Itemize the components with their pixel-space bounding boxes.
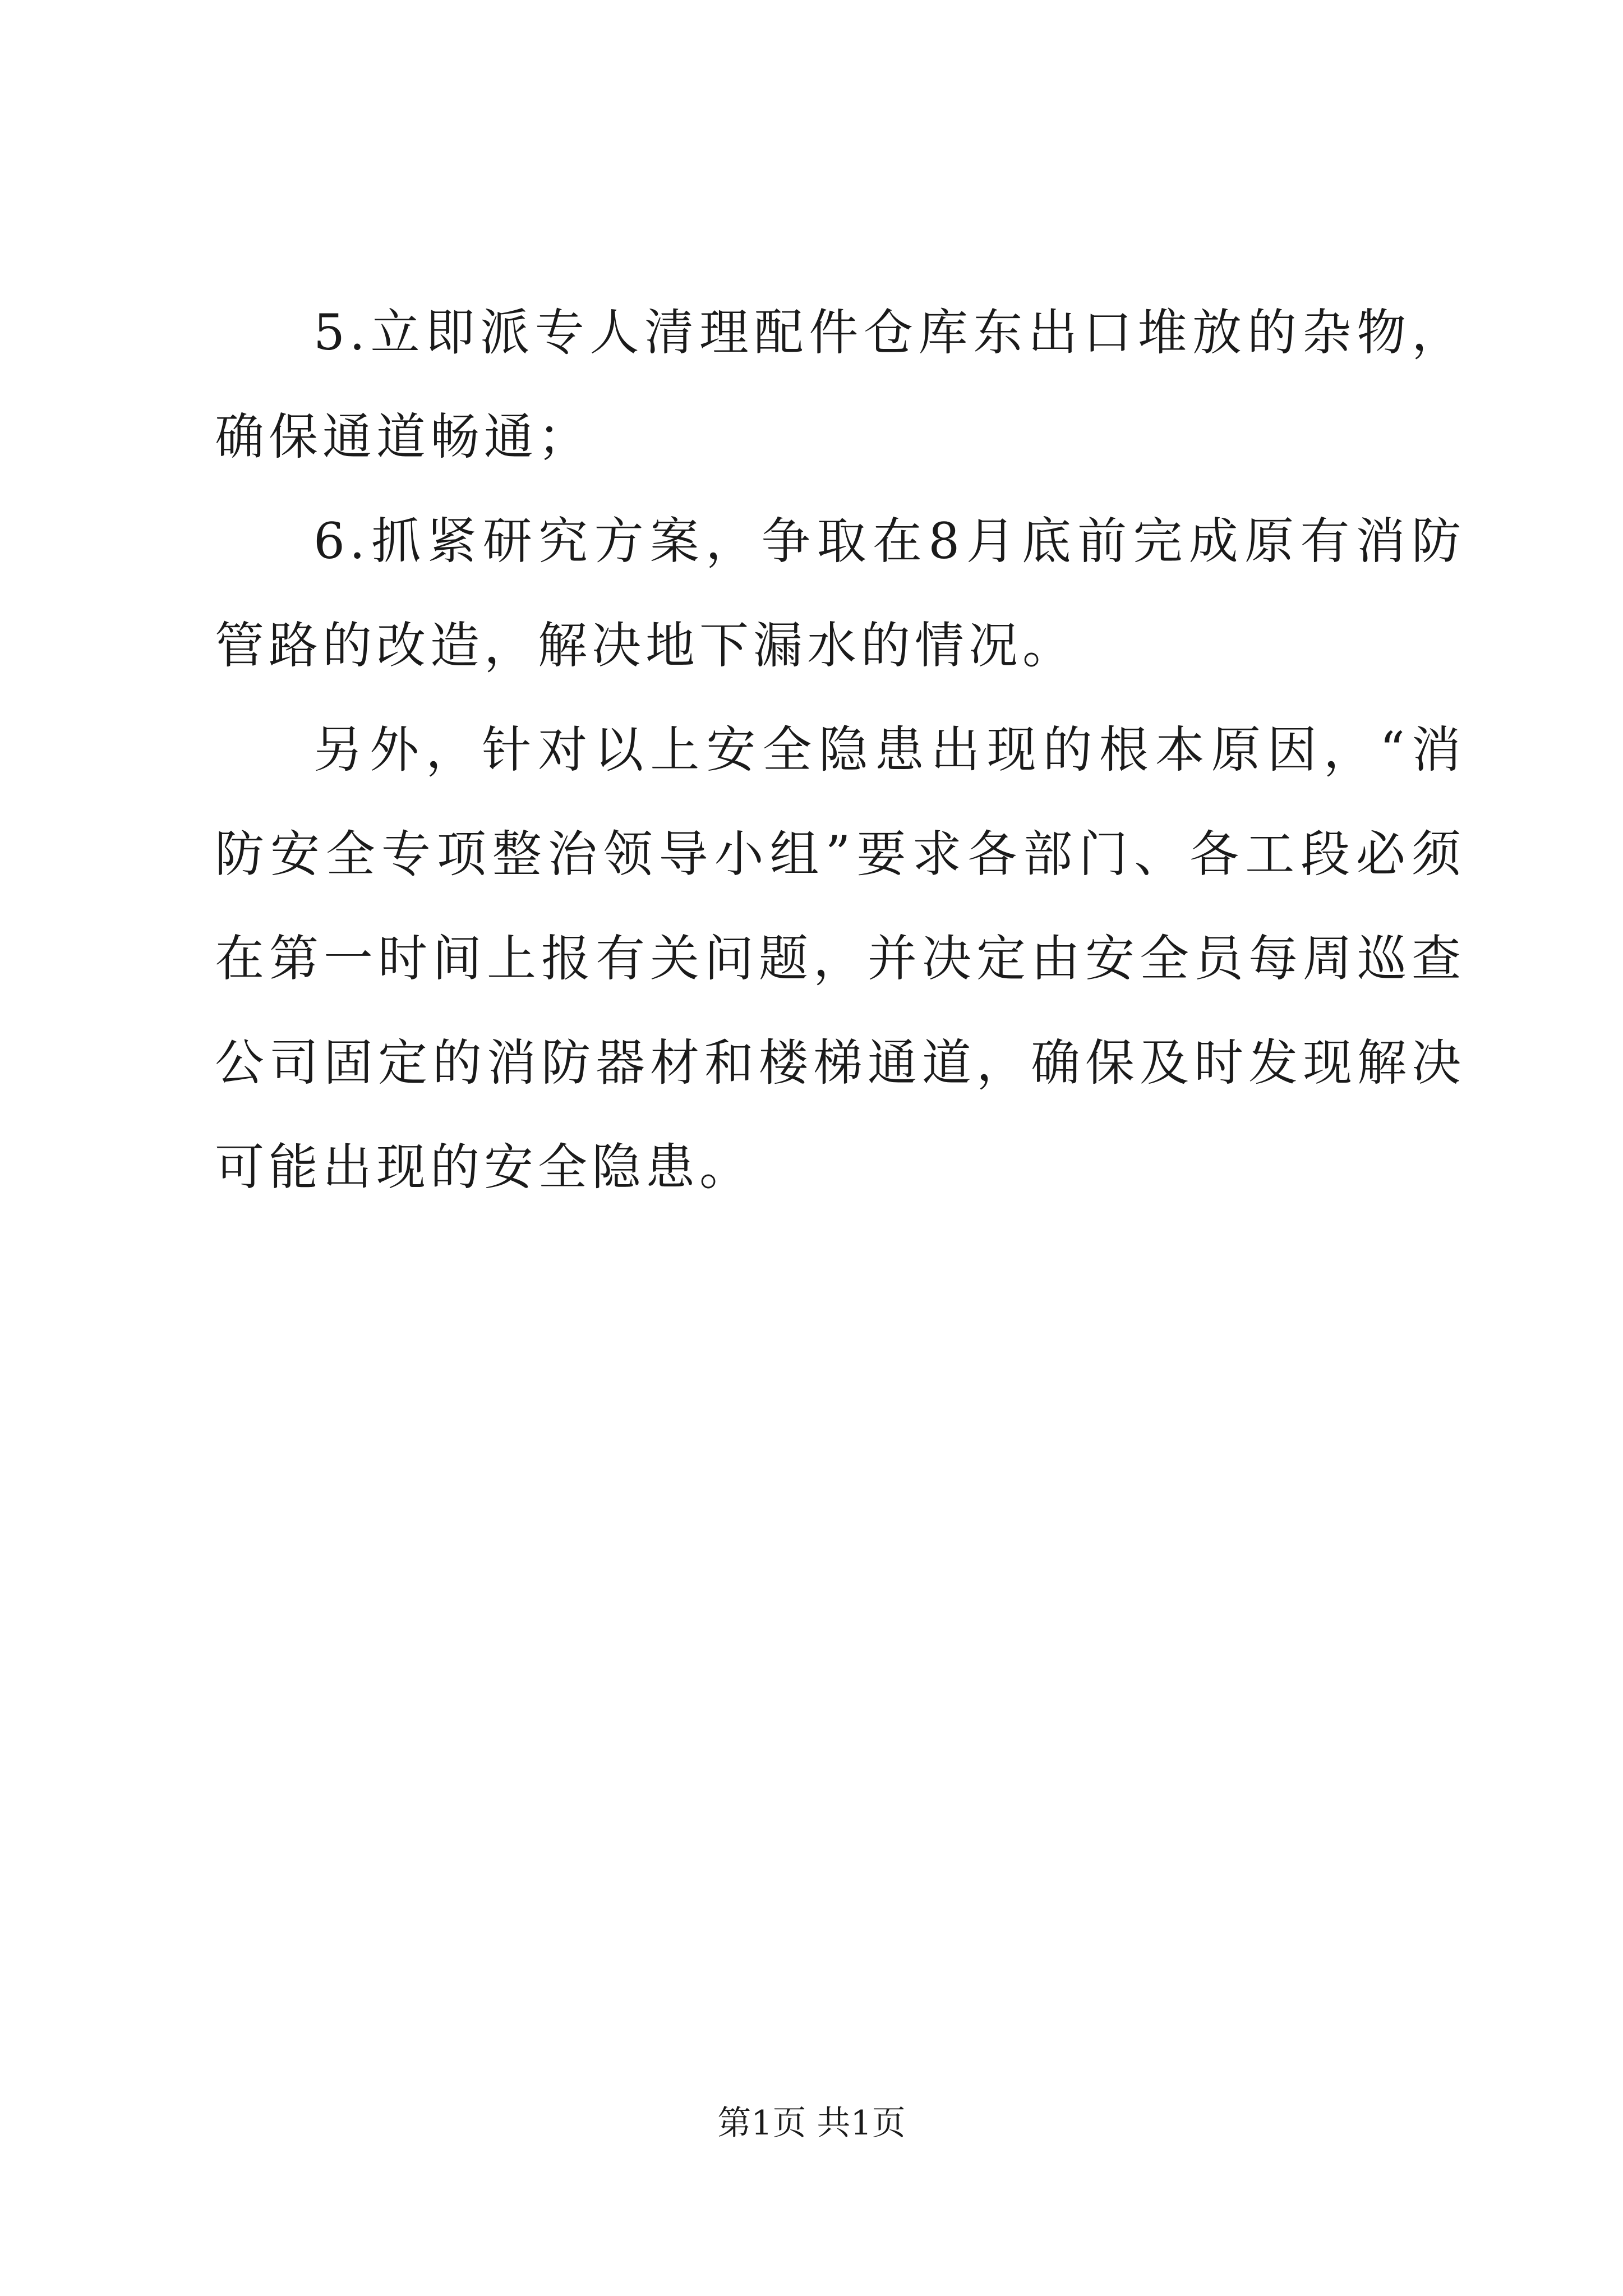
paragraph-item-5: 5.立即派专人清理配件仓库东出口堆放的杂物，确保通道畅通； [215,303,1465,466]
paragraph-item-6: 6.抓紧研究方案，争取在8月底前完成原有消防管路的改造，解决地下漏水的情况。 [215,512,1465,674]
page-footer: 第1页 共1页 [717,2104,906,2143]
document-body [215,280,1465,1220]
paragraph-additional-note: 另外，针对以上安全隐患出现的根本原因，“消防安全专项整治领导小组”要求各部门、各工段必须在第一时间上报有关问题，并决定由安全员每周巡查公司固定的消防器材和楼梯通道，确保及时发现解决可能出现的安全隐患。 [215,721,1465,1196]
